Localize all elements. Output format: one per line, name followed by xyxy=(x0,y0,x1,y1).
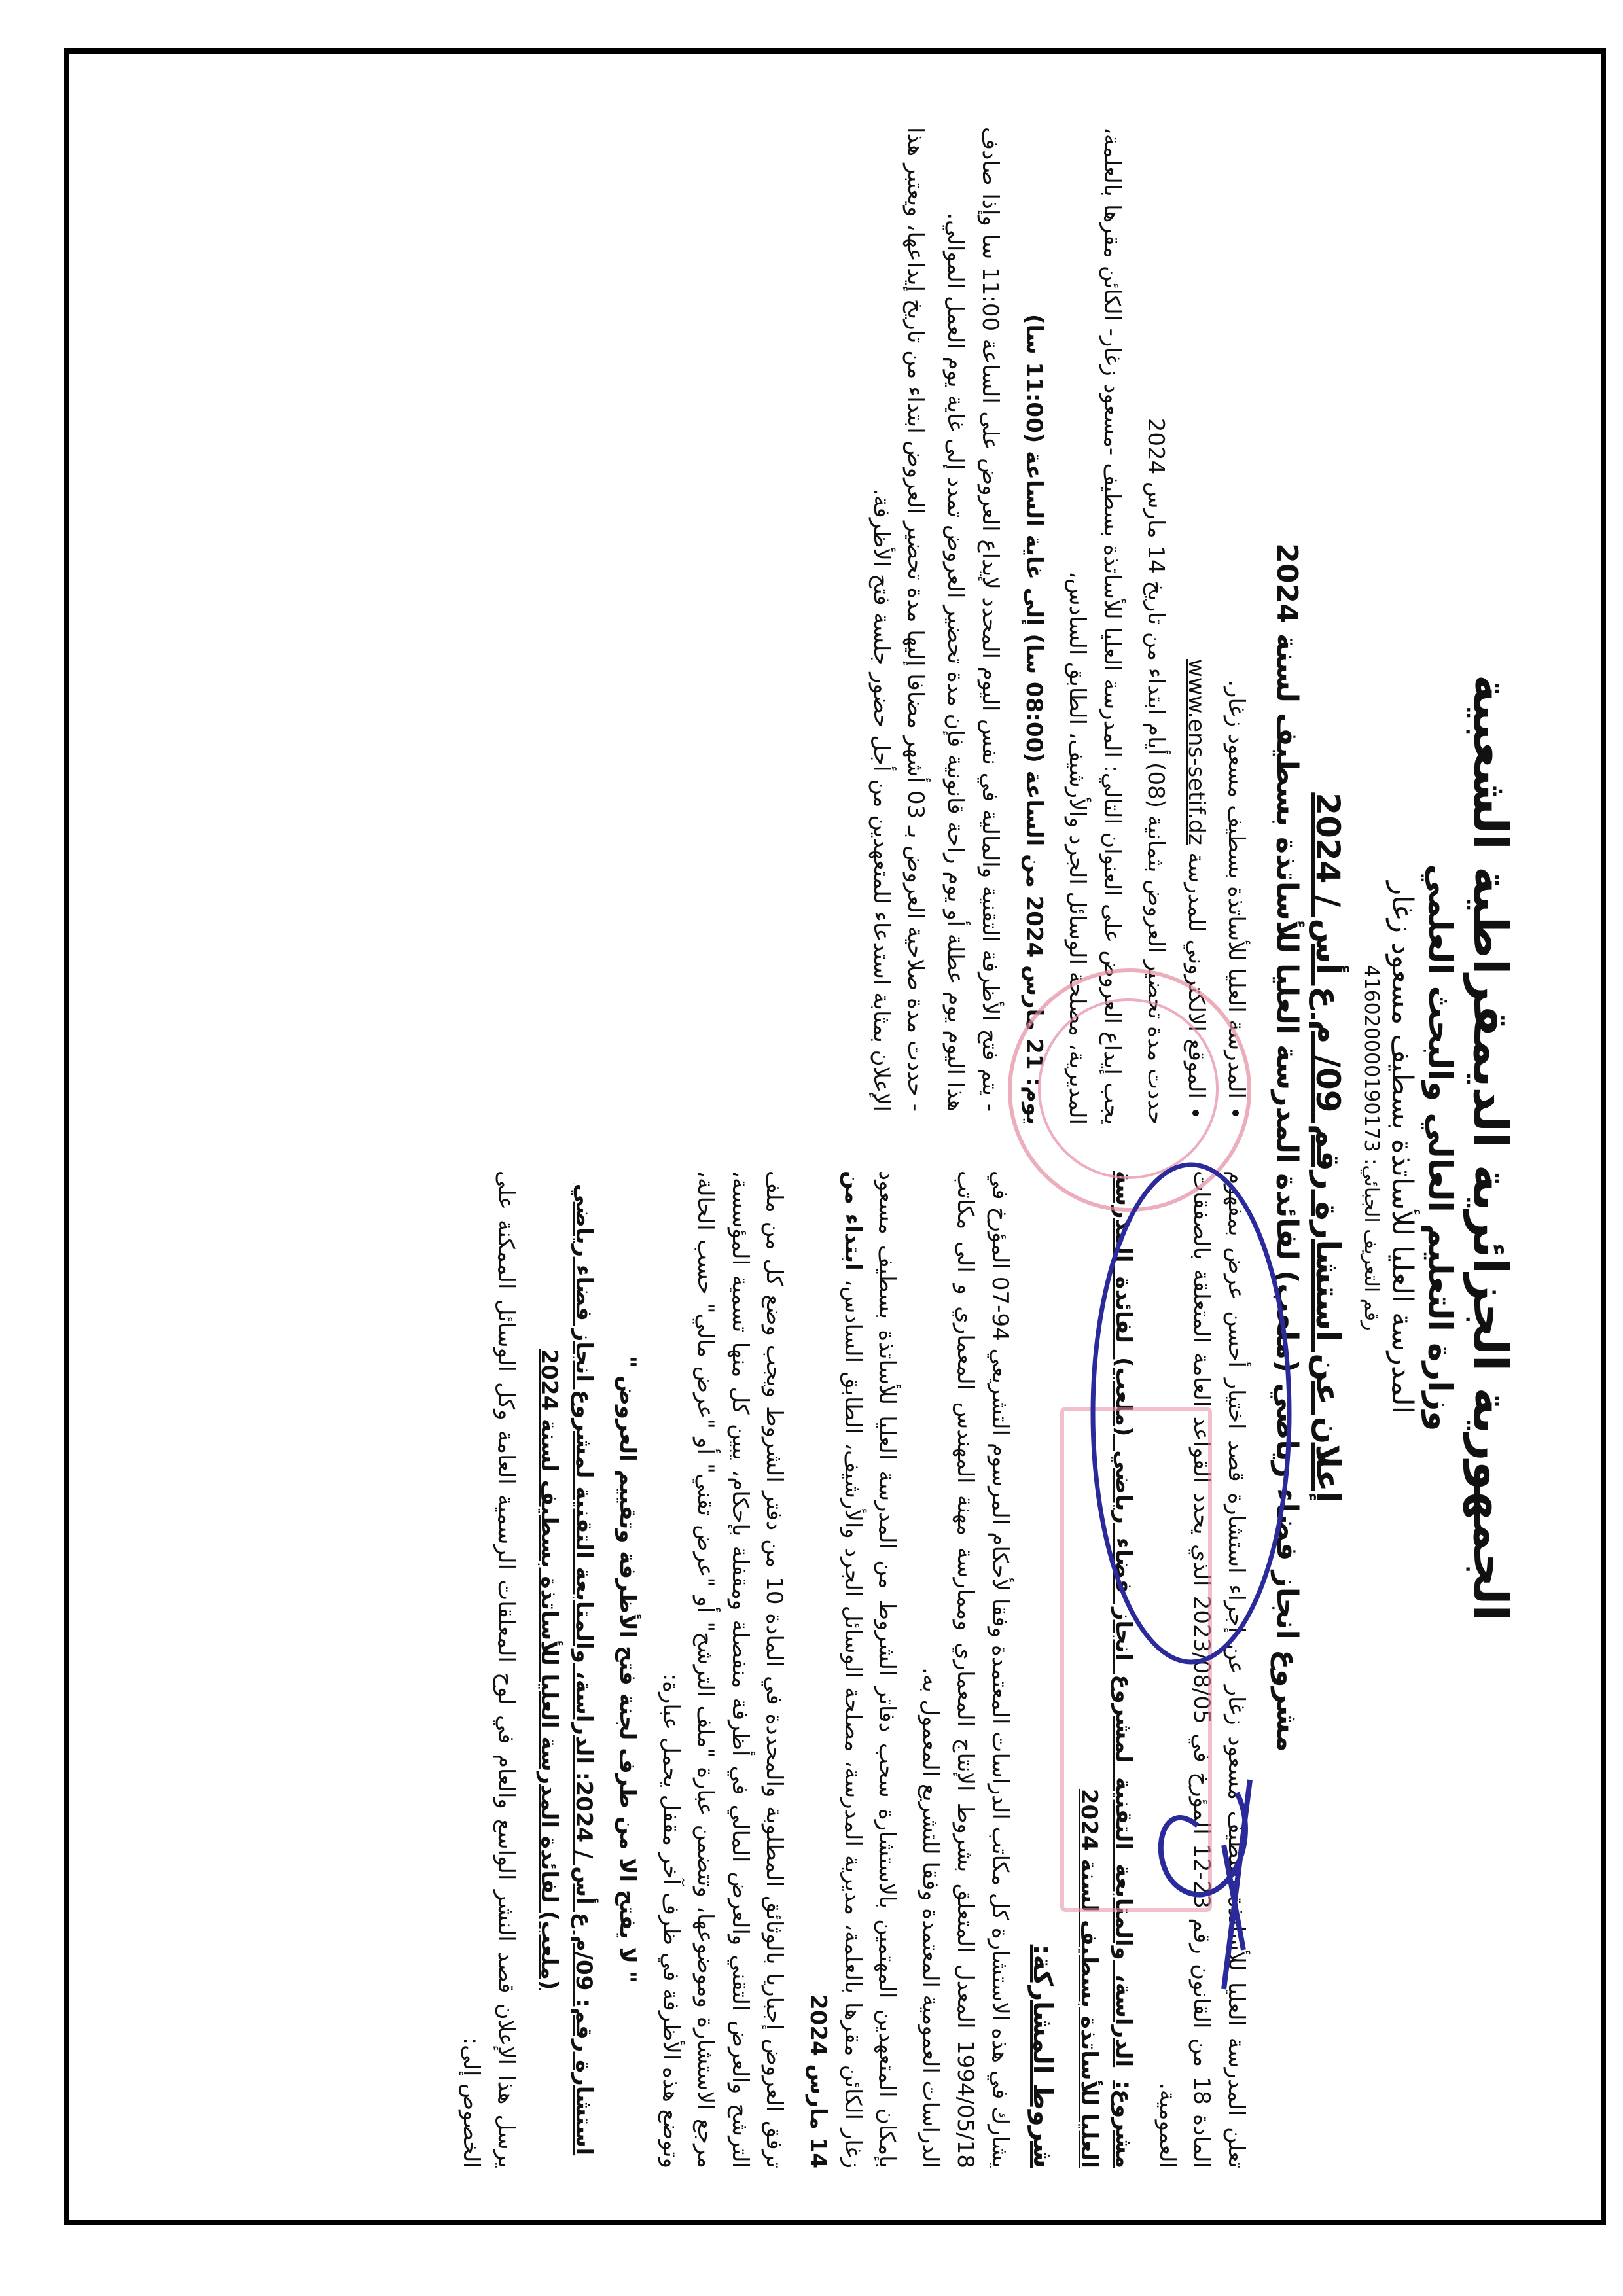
withdraw-paragraph xyxy=(800,1171,904,2168)
project-label: مشروع: xyxy=(1110,2080,1137,2168)
notice-project: مشروع انجاز فضاء رياضي (ملعب) لفائدة المدرسة العليا للأساتذة بسطيف لسنة 2024 xyxy=(1270,543,1304,1752)
conditions-title: شروط المشاركة: xyxy=(1027,1944,1058,2168)
republic-name: الجمهورية الجزائرية الديمقراطية الشعبية xyxy=(1463,674,1518,1621)
project-text: الدراسة، والمتابعة التقنية لمشروع انجاز فضاء رياضي (ملعب) لفائدة المدرسة العليا للأساتذة بسطيف لسنة 2024 xyxy=(1076,1171,1137,2168)
school-name: المدرسة العليا للأساتذة بسطيف مسعود زغار xyxy=(1385,881,1419,1414)
withdraw-date: ابتداء من 14 مارس 2024 xyxy=(805,1171,866,2168)
letterhead xyxy=(1360,127,1518,2168)
website-label: الموقع الالكتروني للمدرسة xyxy=(1183,852,1210,1099)
signature-icon xyxy=(1027,1139,1368,2055)
do-not-open-line: " لا يفتح الا من طرف لجنة فتح الأظرفة وتقييم العروض " xyxy=(614,1356,641,1983)
deposit-date: يوم: 21 مارس 2024 من الساعة (08:00 سا) إلى غاية الساعة (11:00 سا) xyxy=(1020,313,1047,1125)
recipients-list xyxy=(1179,127,1253,1125)
notice-title: إعلان عن استشارة رقم 09/ م ع أس / 2024 xyxy=(1309,792,1347,1503)
withdraw-text: بإمكان المتعهدين المهتمين بالاستشارة سحب دفاتر الشروط من المدرسة العليا للأساتذة بسطيف مسعود زغار الكائن مقرها بالعلمة، مديرية المدرسة، مصلحة الوسائل الجرد والأرشيف، الطابق السادس، xyxy=(839,1171,901,2168)
recipient-website xyxy=(1179,127,1214,1099)
conditions-paragraph: يشارك في هذه الاستشارة كل مكاتب الدراسات المعتمدة وفقا لأحكام المرسوم التشريعي 94-07 المؤرخ في 1994/05/18 المعدل المتعلق بشروط الإنتاج المعماري وممارسة مهنة المهندس المعماري و الى مكاتب الدراسات العمومية المعتمدة وفقا للتشريع المعمول به. xyxy=(918,1171,1013,2168)
deposit-paragraph: يجب إيداع العروض على العنوان التالي: المدرسة العليا للأساتذة بسطيف -مسعود زغار- الكائن مقرها بالعلمة، المديرية، مصلحة الوسائل الجرد والأرشيف، الطابق السادس، xyxy=(1064,127,1125,1125)
website-link[interactable]: www.ens-setif.dz xyxy=(1183,659,1210,845)
validity-item: - حددت مدة صلاحية العروض بـ 03 أشهر مضافا إليها مدة تحضير العروض ابتداء من تاريخ إيداعها، ويعتبر هذا الإعلان بمثابة استدعاء للمتعهدين من أجل حضور جلسة فتح الأظرفة. xyxy=(864,127,933,1112)
envelope-reference: استشارة رقم: 09/م ع أس / 2024: الدراسة، والمتابعة التقنية لمشروع انجاز فضاء رياضي (ملعب) لفائدة المدرسة العليا للأساتذة بسطيف لسنة 2024 xyxy=(536,1183,597,2156)
ministry-name: وزارة التعليم العالي والبحث العلمي xyxy=(1421,864,1459,1432)
opening-item: - يتم فتح الأظرفة التقنية والمالية في نفس اليوم المحدد لإيداع العروض على الساعة 11:00 سا وإذا صادف هذا اليوم يوم عطلة أو يوم راحة قانونية فإن مدة تحضير العروض تمدد إلى غاية يوم العمل الموالي. xyxy=(938,127,1007,1112)
opening-list xyxy=(864,127,1007,1125)
recipient-school: • المدرسة العليا للأساتذة بسطيف مسعود زغار. xyxy=(1219,127,1253,1099)
publication-paragraph: يرسل هذا الإعلان قصد النشر الواسع والعام في لوح المعلقات الرسمية العامة وكل الوسائل الممكنة على الخصوص إلى: xyxy=(457,1171,519,2168)
tax-id: رقم التعريف الجبائي: 416020000190173 xyxy=(1360,964,1383,1331)
docs-paragraph: ترفق العروض إجباريا بالوثائق المطلوبة والمحددة في المادة 10 من دفتر الشروط ويجب وضع كل من ملف الترشح والعرض التقني والعرض المالي في أظرفة منفصلة ومقفلة بإحكام، يبين كل منها تسمية المؤسسة، مرجع الاستشارة وموضوعها، وتتضمن عبارة "ملف الترشح" أو "عرض تقني" أو "عرض مالي" حسب الحالة، وتوضع هذه الأظرفة في ظرف آخر مقفل يحمل عبارة: xyxy=(658,1171,788,2168)
prep-duration: حددت مدة تحضير العروض بثمانية (08) أيام ابتداء من تاريخ 14 مارس 2024 xyxy=(1142,417,1169,1125)
intro-paragraph: تعلن المدرسة العليا للأساتذة بسطيف مسعود زغار عن إجراء استشارة قصد اختيار أحسن عرض بمفهوم المادة 18 من القانون رقم 23-12 المؤرخ في 2023/08/05 الذي يحدد القواعد العامة المتعلقة بالصفقات العمومية. xyxy=(1154,1171,1249,2169)
